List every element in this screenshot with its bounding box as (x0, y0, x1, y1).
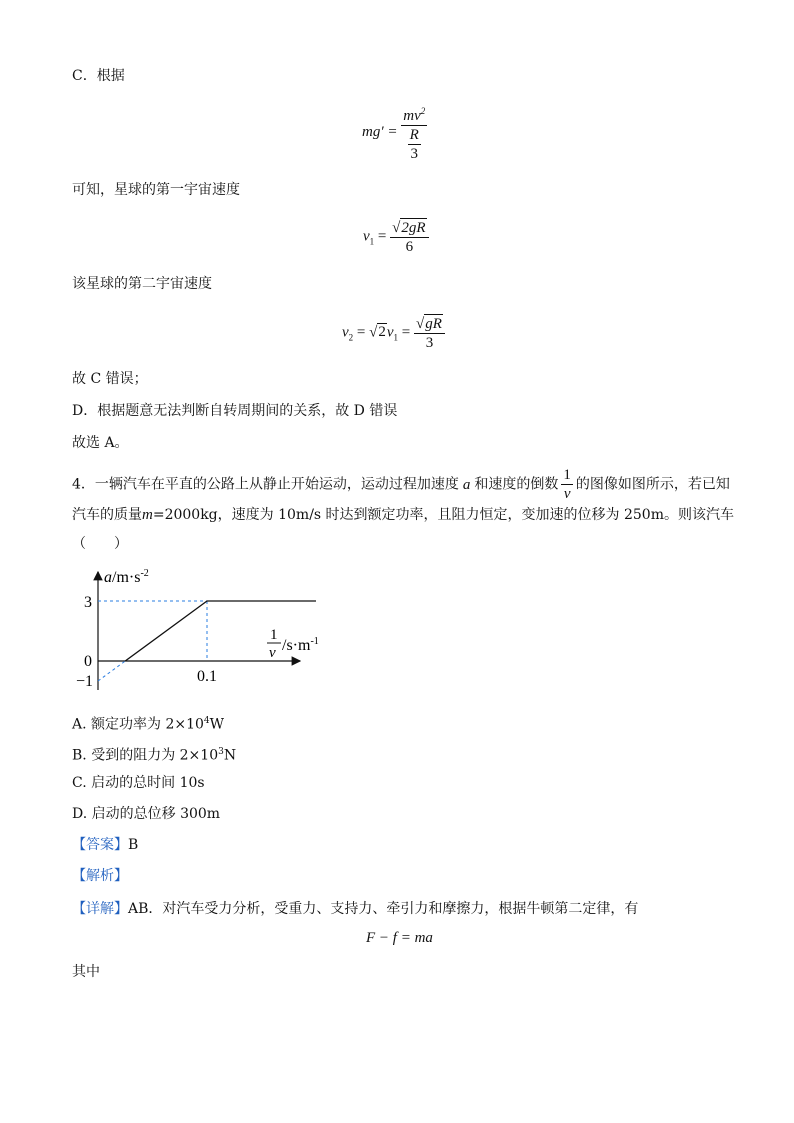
q4-text-b: 和速度的倒数 (474, 476, 559, 493)
q4-frac-den: v (563, 486, 571, 502)
option-c[interactable] (72, 774, 205, 792)
eq2-root: 2gR (401, 220, 426, 236)
equation-v1 (363, 218, 429, 256)
equation-gravity (362, 102, 427, 163)
first-cosmic-text: 可知，星球的第一宇宙速度 (72, 182, 240, 198)
equation-v2: $v_2 = √2v_1$ = $\frac{√gR}{3}$ (342, 314, 445, 352)
acceleration-graph (70, 560, 340, 700)
eq1-num-sup: 2 (420, 106, 426, 116)
q4-text-d: 汽车的质量 (72, 507, 142, 523)
option-b-label: B. (72, 747, 87, 764)
tick-3: 3 (84, 594, 92, 611)
eq2-lhs: v (363, 228, 370, 245)
tick-minus1: −1 (76, 673, 94, 690)
eq3-lhs-sub: 2 (348, 332, 354, 343)
eq3-lhs: v (342, 324, 349, 341)
series-line-extension (98, 661, 125, 681)
x-label-num: 1 (270, 627, 278, 643)
eq2-den: 6 (405, 239, 414, 255)
option-b[interactable] (72, 743, 236, 765)
option-a[interactable] (72, 712, 224, 734)
option-c-text: 启动的总时间 10s (91, 775, 205, 791)
option-d-label: D. (72, 806, 88, 822)
option-a-unit: W (209, 716, 225, 733)
q4-var-m: m (142, 507, 153, 523)
option-d-text: 启动的总位移 300m (91, 806, 221, 822)
eq1-den-bot: 3 (410, 146, 418, 162)
eq3-den: 3 (425, 335, 434, 351)
option-c-conclusion: 故 C 错误； (72, 371, 148, 387)
eq2-equals: = (377, 228, 387, 245)
analysis-line (72, 867, 128, 885)
q4-frac-num: 1 (563, 467, 571, 483)
q4-text-a: 4．一辆汽车在平直的公路上从静止开始运动，运动过程加速度 (72, 476, 459, 493)
detail-tag: 【详解】 (72, 901, 128, 917)
eq1-lhs: mg′ = (362, 123, 398, 140)
second-cosmic-text: 该星球的第二宇宙速度 (72, 276, 212, 292)
eq3-root: gR (425, 316, 442, 332)
tick-0: 0 (84, 653, 92, 670)
eq3-fraction: $\frac{√gR}{3}$ (414, 314, 445, 352)
answer-tag: 【答案】 (72, 837, 128, 853)
final-choice: 故选 A。 (72, 435, 129, 451)
answer-value: B (128, 837, 139, 853)
eq1-fraction (401, 102, 427, 163)
trailing-text: 其中 (72, 964, 100, 980)
eq2-lhs-sub: 1 (369, 236, 375, 247)
detail-line (72, 900, 638, 918)
answer-line (72, 836, 138, 854)
question4-line2 (72, 506, 734, 524)
q4-var-a: a (462, 476, 471, 493)
eq3-equals-2: = (401, 324, 411, 341)
y-axis-label: $a/m\cdot s^{-2}$ (104, 568, 149, 586)
option-d[interactable] (72, 805, 220, 823)
option-b-text: 受到的阻力为 2×10 (91, 747, 219, 764)
eq3-v: v (386, 324, 394, 341)
option-c-intro: C．根据 (72, 68, 125, 84)
option-b-unit: N (223, 747, 237, 764)
question4-line1 (72, 466, 730, 503)
question4-blank: （ ） (72, 536, 128, 552)
option-a-sup: 4 (203, 716, 210, 726)
x-axis-unit: $/s\cdot m^{-1}$ (282, 636, 319, 654)
option-b-sup: 3 (218, 747, 224, 757)
option-a-text: 额定功率为 2×10 (91, 716, 204, 733)
option-a-label: A. (72, 716, 87, 733)
option-c-label: C. (72, 775, 87, 791)
eq1-num: mv (403, 108, 421, 124)
eq3-equals-1: = (356, 324, 366, 341)
eq3-root2: 2 (378, 324, 386, 341)
detail-text: AB．对汽车受力分析，受重力、支持力、牵引力和摩擦力，根据牛顿第二定律，有 (128, 901, 639, 917)
eq2-fraction: $\frac{√2gR}{6}$ (390, 218, 428, 256)
q4-fraction (561, 466, 573, 503)
eq3-v-sub: 1 (393, 332, 399, 343)
eq1-den-top: R (409, 127, 419, 143)
q4-text-e: =2000kg，速度为 10m/s 时达到额定功率，且阻力恒定，变加速的位移为 250m。则该汽车 (152, 507, 734, 523)
newton-equation: F − f = ma (366, 930, 433, 946)
analysis-tag: 【解析】 (72, 868, 128, 884)
option-d-text: D．根据题意无法判断自转周期间的关系，故 D 错误 (72, 403, 398, 419)
tick-0.1: 0.1 (197, 668, 217, 685)
x-label-den: v (269, 645, 276, 661)
q4-text-c: 的图像如图所示，若已知 (575, 476, 730, 493)
